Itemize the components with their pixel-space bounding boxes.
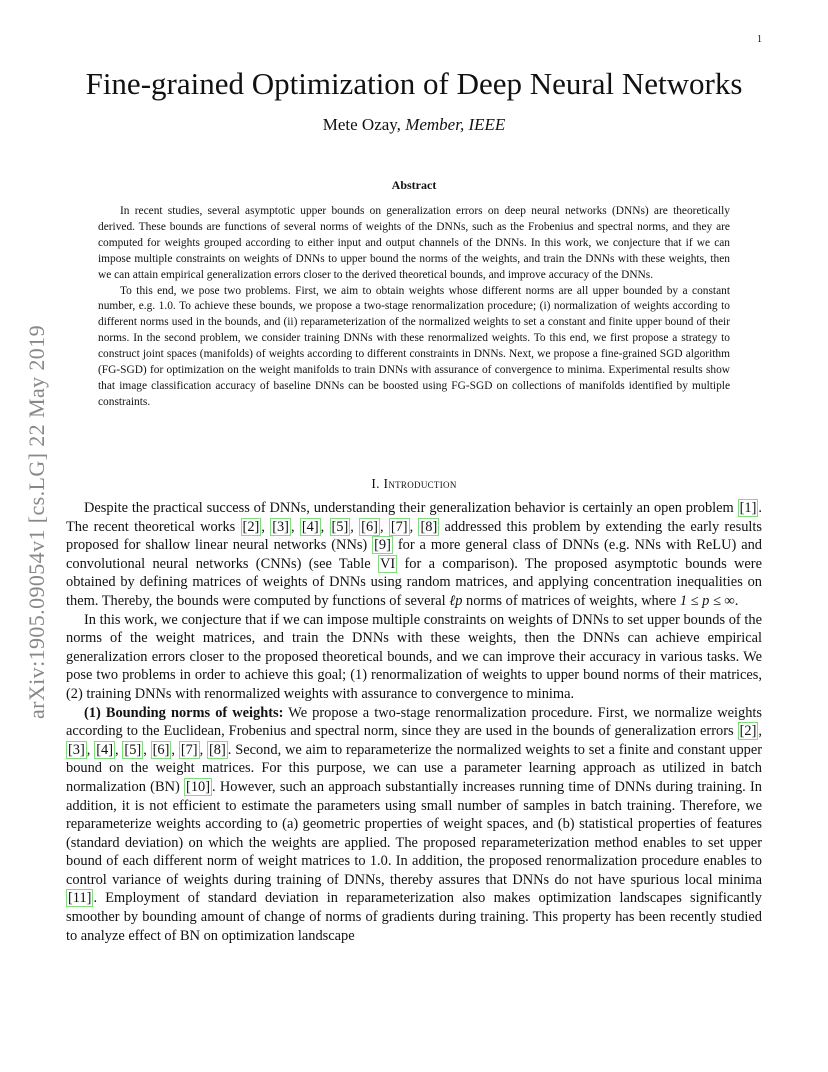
intro-paragraph-3: (1) Bounding norms of weights: We propose a two-stage renormalization procedure. First, we normalize weights according to the Euclidean, Frobenius and spectral norm, since they are used in the bounds of generalization errors [2] , [3] , [4] , [5] , [6] , [7] , [8] . Second, we aim to reparameterize the normalized weights to set a finite and constant upper bound on the weight matrices. For this purpose, we can use a parameter learning approach as utilized in batch normalization (BN) [10] . However, such an approach substantially increases running time of DNNs during training. In addition, it is not efficient to estimate the parameters using small number of samples in batch training. Therefore, we reparameterize weights according to (a) geometric properties of weight spaces, and (b) statistical properties of features (standard deviation) on which the weights are applied. The proposed reparameterization method enables to set upper bound of each different norm of weight matrices to 1.0. In addition, the proposed renormalization procedure enables to control variance of weights during training of DNNs, thereby assures that DNNs do not have spurious local minima [11] . Employment of standard deviation in reparameterization also makes optimization landscapes significantly smoother by bounding amount of change of norms of gradients during training. This property has been recently studied to analyze effect of BN on optimization landscape bbox=[66, 704, 763, 944]
citation-link[interactable]: [6] bbox=[361, 518, 378, 535]
abstract-paragraph-1: In recent studies, several asymptotic upper bounds on generalization errors on deep neural networks (DNNs) are theoretically derived. These bounds are functions of several norms of weights of the DNNs, such as the Frobenius and spectral norms, and they are computed for weights grouped according to either input and output channels of the DNNs. In this work, we conjecture that if we can impose multiple constraints on weights of DNNs to upper bound the norms of the weights, and train the DNNs with these weights, then we can attain empirical generalization errors closer to the derived theoretical bounds, and improve accuracy of the DNNs. bbox=[98, 205, 730, 281]
citation-link[interactable]: [4] bbox=[96, 741, 113, 758]
text-run: for a more general class of DNNs (e.g. NNs with ReLU) and convolutional neural networks (CNNs) (see Table bbox=[66, 537, 762, 572]
text-run: . However, such an approach substantially increases running time of DNNs during training. In addition, it is not efficient to estimate the parameters using small number of samples in batch training. Therefore, we reparameterize weights according to (a) geometric properties of weight spaces, and (b) statistical properties of features (standard deviation) on which the weights are applied. The proposed reparameterization method enables to set upper bound of each different norm of weight matrices to 1.0. In addition, the proposed renormalization procedure enables to control variance of weights during training of DNNs, thereby assures that DNNs do not have spurious local minima bbox=[66, 778, 762, 888]
text-run: . The recent theoretical works bbox=[66, 500, 762, 535]
citation-link[interactable]: [5] bbox=[331, 518, 349, 535]
math-lp: ℓp bbox=[449, 592, 463, 609]
citation-link[interactable]: [2] bbox=[739, 723, 757, 740]
citation-link[interactable]: [2] bbox=[242, 518, 260, 535]
text-run: . Employment of standard deviation in reparameterization also makes optimization landscapes significantly smoother by bounding amount of change of norms of gradients during training. This property has been recently studied to analyze effect of BN on optimization landscape bbox=[66, 890, 762, 944]
citation-link[interactable]: [6] bbox=[152, 741, 170, 758]
citation-link[interactable]: [8] bbox=[209, 741, 226, 758]
abstract-heading: Abstract bbox=[391, 178, 437, 192]
citation-link[interactable]: [4] bbox=[301, 518, 319, 535]
citation-link[interactable]: [3] bbox=[272, 518, 289, 535]
introduction-body bbox=[66, 499, 762, 945]
page-number: 1 bbox=[757, 34, 762, 45]
arxiv-watermark bbox=[22, 282, 52, 762]
paper-title: Fine-grained Optimization of Deep Neural Networks bbox=[85, 66, 743, 101]
text-run: . Second, we aim to reparameterize the normalized weights to set a finite and constant upper bound on the weight matrices. For this purpose, we can use a parameter learning approach as utilized in batch normalization (BN) bbox=[66, 741, 763, 795]
citation-link[interactable]: [5] bbox=[124, 741, 142, 758]
paragraph-lead: (1) Bounding norms of weights: bbox=[84, 704, 284, 721]
intro-paragraph-2: In this work, we conjecture that if we can impose multiple constraints on weights of DNNs to set upper bounds of the norms of the weight matrices, and train the DNNs with these weights, then the DNNs can achieve empirical generalization errors closer to the proposed theoretical bounds, and we can improve their accuracy in various tasks. We pose two problems in order to achieve this goal; (1) renormalization of weights to upper bound norms of their matrices, (2) training DNNs with renormalized weights with assurance to convergence to minima. bbox=[66, 611, 762, 702]
text-run: . bbox=[734, 592, 739, 609]
math-range: 1 ≤ p ≤ ∞ bbox=[679, 592, 735, 609]
citation-link[interactable]: [7] bbox=[180, 741, 198, 758]
text-run: Despite the practical success of DNNs, understanding their generalization behavior is certainly an open problem bbox=[84, 500, 738, 516]
citation-link[interactable]: [11] bbox=[68, 890, 92, 907]
author-name: Mete Ozay, bbox=[322, 115, 401, 134]
abstract bbox=[98, 204, 730, 411]
table-reference-link[interactable]: VI bbox=[380, 555, 396, 572]
abstract-paragraph-2: To this end, we pose two problems. First, we aim to obtain weights whose different norms are all upper bounded by a constant number, e.g. 1.0. To achieve these bounds, we propose a two-stage renormalization procedure; (i) normalization of weights according to different norms used in the bounds, and (ii) reparameterization of the normalized weights to set a constant and finite upper bound of their norms. In the second problem, we consider training DNNs with these renormalized weights. To this end, we first propose a strategy to construct joint spaces (manifolds) of weights according to different constraints in DNNs. Next, we propose a fine-grained SGD algorithm (FG-SGD) for optimization on the weight manifolds to train DNNs with assurance of convergence to minima. Experimental results show that image classification accuracy of baseline DNNs can be boosted using FG-SGD on collections of manifolds identified by multiple constraints. bbox=[98, 284, 730, 408]
author-role: Member, IEEE bbox=[405, 115, 506, 134]
arxiv-identifier[interactable]: arXiv:1905.09054v1 [cs.LG] 22 May 2019 bbox=[24, 324, 49, 720]
section-title: Introduction bbox=[383, 476, 457, 491]
citation-link[interactable]: [1] bbox=[739, 500, 757, 516]
text-run: We propose a two-stage renormalization procedure. First, we normalize weights according to the Euclidean, Frobenius and spectral norm, since they are used in the bounds of generalization errors bbox=[66, 704, 762, 740]
citation-link[interactable]: [7] bbox=[390, 518, 408, 535]
citation-link[interactable]: [8] bbox=[420, 518, 438, 535]
citation-link[interactable]: [9] bbox=[374, 537, 391, 554]
section-heading bbox=[0, 476, 828, 492]
citation-link[interactable]: [10] bbox=[186, 778, 211, 795]
text-run: norms of matrices of weights, where bbox=[462, 592, 680, 609]
intro-paragraph-1: Despite the practical success of DNNs, understanding their generalization behavior is certainly an open problem [1] . The recent theoretical works [2] , [3] , [4] , [5] , [6] , [7] , [8] addressed this problem by extending the early results proposed for shallow linear neural networks (NNs) [9] for a more general class of DNNs (e.g. NNs with ReLU) and convolutional neural networks (CNNs) (see Table VI for a comparison). The proposed asymptotic bounds were obtained by defining matrices of weights of DNNs using random matrices, and applying concentration inequalities on them. Thereby, the bounds were computed by functions of several ℓp norms of matrices of weights, where 1 ≤ p ≤ ∞. bbox=[66, 500, 762, 609]
citation-link[interactable]: [3] bbox=[68, 741, 85, 758]
section-number: I. bbox=[371, 476, 380, 491]
text-run: addressed this problem by extending the early results proposed for shallow linear neural networks (NNs) bbox=[66, 518, 762, 554]
author-line bbox=[0, 115, 828, 135]
text-run: for a comparison). The proposed asymptotic bounds were obtained by defining matrices of weights of DNNs using random matrices, and applying concentration inequalities on them. Thereby, the bounds were computed by functions of several bbox=[66, 555, 762, 609]
